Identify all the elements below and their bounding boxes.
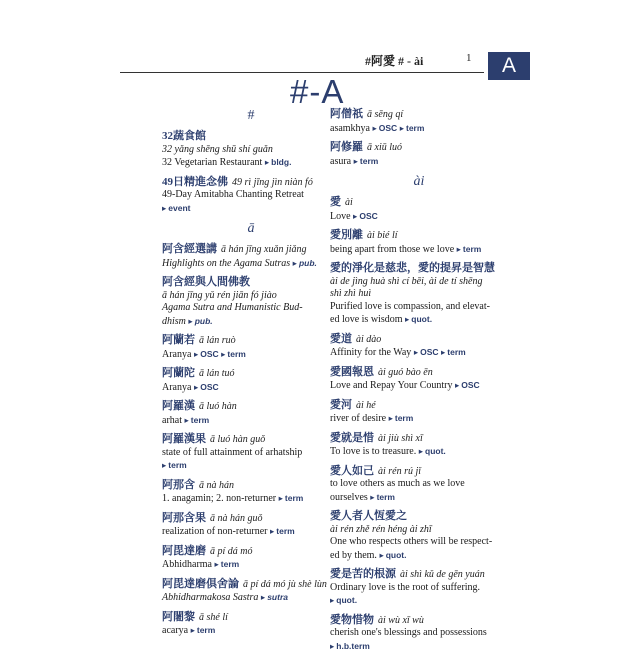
definition-line <box>330 640 508 654</box>
dictionary-entry <box>330 465 508 505</box>
dictionary-entry <box>162 400 340 427</box>
definition-text: 32 yǎng shēng shū shí guǎn <box>162 143 273 155</box>
dictionary-entry <box>330 196 508 223</box>
category-tag <box>215 559 240 569</box>
entry-headline <box>330 510 508 524</box>
category-label: OSC <box>359 210 378 221</box>
arrow-icon: ▸ <box>456 243 461 254</box>
entry-headline <box>330 262 508 276</box>
definition-text: One who respects others will be respect- <box>330 536 493 547</box>
category-label: term <box>394 413 414 423</box>
dictionary-entry <box>162 611 340 638</box>
headword: 阿含經選講 <box>162 243 217 255</box>
dictionary-entry <box>162 512 340 539</box>
definition-line <box>330 155 508 169</box>
headword: 阿闍黎 <box>162 610 195 623</box>
category-label: quot. <box>425 446 446 456</box>
pinyin: ā luó hàn guǒ <box>210 434 266 445</box>
entry-headline <box>162 578 340 592</box>
dictionary-entry <box>330 399 508 426</box>
category-label: term <box>405 122 425 133</box>
arrow-icon: ▸ <box>455 380 460 390</box>
category-tag <box>293 258 317 268</box>
entry-headline <box>330 333 508 347</box>
category-label: term <box>227 348 246 359</box>
definition-text: Affinity for the Way <box>330 347 412 358</box>
pinyin: ā pí dá mó <box>210 545 253 557</box>
category-tag <box>162 203 191 213</box>
headword: 愛人如己 <box>330 464 374 477</box>
category-tag <box>400 123 425 133</box>
arrow-icon: ▸ <box>264 157 270 167</box>
entry-headline <box>330 108 508 122</box>
dictionary-entry <box>330 108 508 135</box>
dictionary-entry <box>162 433 340 473</box>
entry-headline <box>162 130 340 144</box>
definition-line <box>162 558 340 572</box>
definition-line <box>330 478 508 491</box>
arrow-icon: ▸ <box>413 347 419 357</box>
category-tag <box>188 316 212 326</box>
definition-text: ed by them. <box>330 549 377 561</box>
definition-line <box>162 348 340 362</box>
headword: 愛別離 <box>330 229 363 241</box>
arrow-icon: ▸ <box>260 592 266 602</box>
entry-headline <box>162 433 340 447</box>
pinyin: ài <box>345 197 353 208</box>
category-label: OSC <box>420 347 439 357</box>
headword: 阿羅漢果 <box>162 433 206 445</box>
dictionary-entry <box>162 176 340 216</box>
headword: 愛道 <box>330 332 352 345</box>
category-tag <box>261 592 288 602</box>
pinyin: ā luó hàn <box>199 401 237 412</box>
definition-line <box>330 379 508 393</box>
definition-line <box>162 381 340 395</box>
definition-line <box>162 202 340 216</box>
category-label: term <box>190 414 210 425</box>
category-tag <box>405 314 432 324</box>
definition-text: to love others as much as we love <box>330 478 465 489</box>
right-column <box>330 108 508 659</box>
entry-headline <box>330 568 508 582</box>
category-label: quot. <box>385 549 407 560</box>
definition-line <box>162 156 340 170</box>
definition-line <box>330 412 508 426</box>
definition-line <box>162 447 340 460</box>
entry-headline <box>162 276 340 290</box>
category-tag <box>330 595 357 605</box>
arrow-icon: ▸ <box>221 348 226 359</box>
pinyin: ā nà hán <box>199 479 234 491</box>
definition-text: Purified love is compassion, and elevat- <box>330 300 490 312</box>
arrow-icon: ▸ <box>270 526 275 536</box>
definition-text: ed love is wisdom <box>330 314 403 325</box>
category-tag <box>270 526 295 536</box>
headword: 阿毘達磨俱舍論 <box>162 577 239 590</box>
category-label: sutra <box>267 592 288 602</box>
definition-text: To love is to treasure. <box>330 446 417 457</box>
headword: 32蔬食館 <box>162 130 206 142</box>
category-tag <box>194 349 219 359</box>
definition-line <box>330 594 508 608</box>
category-tag <box>185 415 210 425</box>
entry-headline <box>162 611 340 625</box>
entry-headline <box>162 334 340 348</box>
entry-headline <box>330 141 508 155</box>
category-label: OSC <box>200 381 219 392</box>
definition-text: asura <box>330 155 352 167</box>
definition-line <box>162 189 340 202</box>
headword: 阿那含 <box>162 478 195 491</box>
definition-text: 49-Day Amitabha Chanting Retreat <box>162 189 304 200</box>
definition-line <box>162 591 340 605</box>
category-label: OSC <box>200 348 219 359</box>
headword: 愛的淨化是慈悲，愛的提昇是智慧 <box>330 262 495 274</box>
arrow-icon: ▸ <box>372 122 377 133</box>
pinyin: ài rén rú jǐ <box>378 465 422 477</box>
dictionary-entry <box>162 334 340 361</box>
definition-text: shì zhì huì <box>330 288 372 299</box>
category-label: pub. <box>194 315 213 326</box>
headword: 阿羅漢 <box>162 400 195 412</box>
definition-line <box>330 301 508 314</box>
category-label: term <box>168 460 187 470</box>
entry-headline <box>330 196 508 210</box>
entry-headline <box>330 432 508 446</box>
category-tag <box>455 380 480 390</box>
pinyin: ài shì kǔ de gēn yuán <box>400 569 485 580</box>
definition-line <box>162 290 340 303</box>
pinyin: ài guó bào ēn <box>378 366 433 378</box>
definition-text: realization of non-returner <box>162 526 268 537</box>
definition-text: cherish one's blessings and possessions <box>330 627 487 638</box>
dictionary-entry <box>162 276 340 328</box>
definition-text: Love <box>330 210 351 222</box>
dictionary-entry <box>162 367 340 394</box>
arrow-icon: ▸ <box>162 202 167 213</box>
definition-line <box>330 276 508 289</box>
pinyin: 49 rì jīng jìn niàn fó <box>232 176 313 188</box>
pinyin: ā shé lí <box>199 611 228 623</box>
category-label: bldg. <box>271 157 292 167</box>
headword: 愛人者人恆愛之 <box>330 510 407 522</box>
headword: 阿毘達磨 <box>162 544 206 557</box>
pinyin: ài hé <box>356 399 376 411</box>
letter-tab: A <box>488 52 530 80</box>
category-tag <box>353 211 378 221</box>
dictionary-entry <box>162 578 340 605</box>
category-label: term <box>376 491 395 502</box>
category-tag <box>370 492 395 502</box>
headword: 愛國報恩 <box>330 365 374 378</box>
category-tag <box>379 550 406 560</box>
definition-line <box>330 549 508 563</box>
category-tag <box>389 413 414 423</box>
entry-headline <box>330 229 508 243</box>
dictionary-entry <box>330 614 508 654</box>
arrow-icon: ▸ <box>190 625 195 635</box>
definition-text: Aranya <box>162 348 192 360</box>
arrow-icon: ▸ <box>184 414 189 425</box>
dictionary-entry <box>330 141 508 168</box>
page-title: #-A <box>290 73 345 110</box>
definition-line <box>330 122 508 136</box>
headword: 愛河 <box>330 398 352 411</box>
category-tag <box>330 641 370 651</box>
definition-line <box>162 302 340 315</box>
definition-text: 32 Vegetarian Restaurant <box>162 157 263 168</box>
definition-text: Ordinary love is the root of suffering. <box>330 581 481 593</box>
category-label: term <box>276 526 295 536</box>
dictionary-entry <box>162 545 340 572</box>
section-heading: ā <box>247 221 255 236</box>
definition-text: ài rén zhě rén héng ài zhī <box>330 523 432 535</box>
category-label: h.b.term <box>336 640 370 651</box>
definition-text: ā hán jīng yǔ rén jiān fó jiào <box>162 289 277 301</box>
category-tag <box>162 460 187 470</box>
pinyin: ài bié lí <box>367 230 398 241</box>
definition-line <box>330 445 508 459</box>
dictionary-entry <box>162 243 340 270</box>
headword: 阿修羅 <box>330 141 363 153</box>
category-tag <box>279 493 304 503</box>
entry-headline <box>162 367 340 381</box>
category-tag <box>265 157 292 167</box>
definition-line <box>162 414 340 428</box>
left-column <box>162 108 340 644</box>
pinyin: ā hán jīng xuǎn jiǎng <box>221 244 307 255</box>
pinyin: ā nà hán guǒ <box>210 512 263 524</box>
definition-line <box>162 315 340 329</box>
headword: 阿那含果 <box>162 511 206 524</box>
entry-headline <box>330 366 508 380</box>
category-label: term <box>284 493 304 503</box>
section-heading: # <box>247 108 255 123</box>
pinyin: ā lán tuó <box>199 368 235 379</box>
category-tag <box>191 625 216 635</box>
arrow-icon: ▸ <box>193 381 199 392</box>
arrow-icon: ▸ <box>353 210 358 221</box>
arrow-icon: ▸ <box>162 460 167 470</box>
pinyin: ā xiū luó <box>367 142 402 153</box>
category-label: term <box>220 559 240 569</box>
arrow-icon: ▸ <box>330 595 335 605</box>
headword: 愛 <box>330 196 341 208</box>
category-label: quot. <box>411 314 433 324</box>
definition-text: Abhidharmakosa Sastra <box>162 592 259 603</box>
arrow-icon: ▸ <box>399 122 404 133</box>
headword: 愛就是惜 <box>330 431 374 444</box>
dictionary-entry <box>330 366 508 393</box>
definition-text: arhat <box>162 414 182 426</box>
running-title: #阿愛 # - ài <box>365 54 424 68</box>
definition-line <box>162 257 340 271</box>
arrow-icon: ▸ <box>370 491 375 502</box>
definition-text: asamkhya <box>330 122 370 134</box>
dictionary-entry <box>330 333 508 360</box>
entry-headline <box>330 399 508 413</box>
dictionary-entry <box>330 262 508 327</box>
definition-text: river of desire <box>330 413 387 424</box>
entry-headline <box>162 479 340 493</box>
category-tag <box>354 156 379 166</box>
definition-text: state of full attainment of arhatship <box>162 446 303 458</box>
definition-line <box>330 536 508 549</box>
section-heading: ài <box>413 174 425 189</box>
entry-headline <box>330 465 508 479</box>
definition-text: ourselves <box>330 491 368 503</box>
definition-text: 1. anagamin; 2. non-returner <box>162 493 277 504</box>
category-label: term <box>447 347 466 357</box>
category-tag <box>373 123 398 133</box>
arrow-icon: ▸ <box>379 549 384 560</box>
definition-line <box>330 582 508 595</box>
category-label: event <box>168 202 191 213</box>
category-tag <box>194 382 219 392</box>
definition-text: Abhidharma <box>162 559 212 570</box>
category-tag <box>441 347 466 357</box>
category-label: term <box>359 155 379 166</box>
arrow-icon: ▸ <box>405 314 410 324</box>
definition-line <box>162 144 340 157</box>
arrow-icon: ▸ <box>441 347 446 357</box>
dictionary-entry <box>330 432 508 459</box>
category-label: OSC <box>461 380 480 390</box>
headword: 愛是苦的根源 <box>330 568 396 580</box>
entry-headline <box>162 400 340 414</box>
arrow-icon: ▸ <box>292 257 297 268</box>
definition-line <box>330 288 508 301</box>
dictionary-entry <box>330 568 508 608</box>
definition-text: being apart from those we love <box>330 243 455 255</box>
definition-line <box>330 313 508 327</box>
pinyin: ā pí dá mó jù shè lùn <box>243 578 327 590</box>
arrow-icon: ▸ <box>278 493 283 503</box>
entry-headline <box>162 176 340 190</box>
definition-line <box>330 491 508 505</box>
pinyin: ài dào <box>356 333 382 345</box>
arrow-icon: ▸ <box>330 640 335 651</box>
headword: 阿含經與人間佛教 <box>162 276 250 288</box>
running-header <box>0 52 640 72</box>
definition-text: Highlights on the Agama Sutras <box>162 257 291 269</box>
definition-line <box>330 346 508 360</box>
definition-line <box>330 243 508 257</box>
definition-line <box>162 624 340 638</box>
headword: 阿蘭陀 <box>162 367 195 379</box>
definition-text: Love and Repay Your Country <box>330 380 453 391</box>
dictionary-entry <box>330 229 508 256</box>
category-tag <box>457 244 482 254</box>
entry-headline <box>330 614 508 628</box>
definition-line <box>162 492 340 506</box>
definition-text: dhism <box>162 315 186 327</box>
category-tag <box>221 349 246 359</box>
headword: 愛物惜物 <box>330 613 374 626</box>
definition-line <box>162 525 340 539</box>
definition-line <box>162 459 340 473</box>
definition-text: Agama Sutra and Humanistic Bud- <box>162 302 303 313</box>
arrow-icon: ▸ <box>353 155 358 166</box>
definition-line <box>330 210 508 224</box>
entry-headline <box>162 545 340 559</box>
definition-text: acarya <box>162 625 189 636</box>
entry-headline <box>162 512 340 526</box>
pinyin: ài wù xī wù <box>378 614 424 626</box>
entry-headline <box>162 243 340 257</box>
headword: 49日精進念佛 <box>162 175 228 188</box>
dictionary-entry <box>162 479 340 506</box>
headword: 阿僧祇 <box>330 108 363 120</box>
arrow-icon: ▸ <box>188 315 193 326</box>
arrow-icon: ▸ <box>214 559 219 569</box>
headword: 阿蘭若 <box>162 334 195 346</box>
definition-line <box>330 627 508 640</box>
pinyin: ài jiù shì xī <box>378 432 423 444</box>
category-tag <box>419 446 446 456</box>
arrow-icon: ▸ <box>388 413 393 423</box>
category-label: quot. <box>336 595 358 605</box>
category-label: term <box>196 625 216 635</box>
arrow-icon: ▸ <box>193 348 199 359</box>
definition-line <box>330 524 508 537</box>
category-tag <box>414 347 439 357</box>
pinyin: ā lán ruò <box>199 335 236 346</box>
category-label: OSC <box>378 122 398 133</box>
definition-text: ài de jìng huà shì cí bēi, ài de tí shēng <box>330 275 483 287</box>
page-number: 1 <box>466 52 472 64</box>
definition-text: Aranya <box>162 381 192 393</box>
arrow-icon: ▸ <box>418 446 424 456</box>
category-label: pub. <box>298 257 317 268</box>
category-label: term <box>462 243 482 254</box>
dictionary-entry <box>162 130 340 170</box>
dictionary-entry <box>330 510 508 562</box>
pinyin: ā sēng qí <box>367 109 404 120</box>
